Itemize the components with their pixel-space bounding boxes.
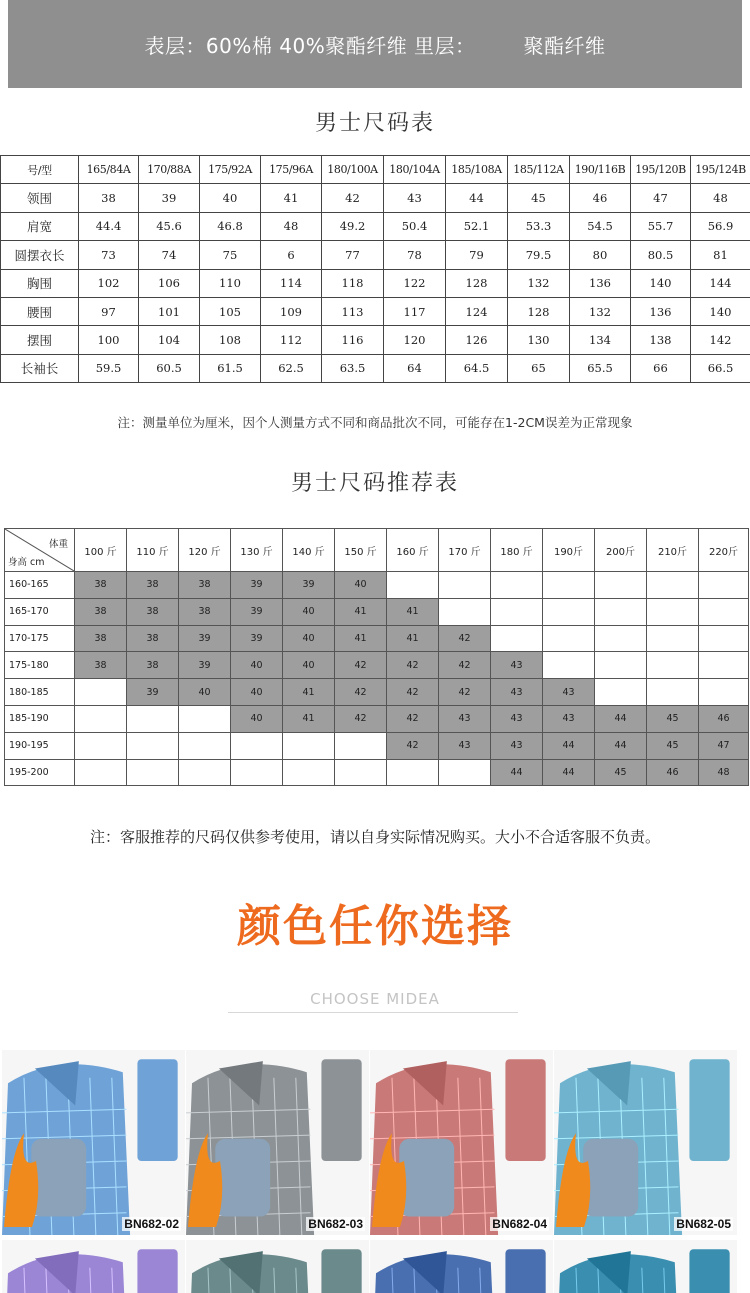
size-chart-column-header: 165/84A xyxy=(79,156,139,184)
empty-cell xyxy=(491,572,543,599)
subtitle-divider xyxy=(228,1012,518,1013)
height-row-label: 175-180 xyxy=(5,652,75,679)
size-chart-cell: 44 xyxy=(446,184,508,212)
size-chart-row-label: 摆围 xyxy=(1,326,79,354)
rec-chart-row xyxy=(5,572,749,599)
empty-cell xyxy=(127,759,179,786)
recommended-size-cell: 47 xyxy=(699,732,749,759)
recommended-size-cell: 38 xyxy=(127,572,179,599)
size-chart-cell: 81 xyxy=(691,241,750,269)
material-text: 表层：60%棉 40%聚酯纤维 里层： 聚酯纤维 xyxy=(144,33,606,58)
recommended-size-cell: 38 xyxy=(179,598,231,625)
size-chart-table xyxy=(0,155,750,383)
size-chart-cell: 126 xyxy=(446,326,508,354)
empty-cell xyxy=(75,705,127,732)
size-chart-cell: 136 xyxy=(570,269,631,297)
weight-column-header: 100 斤 xyxy=(75,529,127,572)
shirt-image xyxy=(186,1240,369,1293)
shirt-image xyxy=(554,1050,737,1235)
weight-column-header: 150 斤 xyxy=(335,529,387,572)
height-row-label: 170-175 xyxy=(5,625,75,652)
size-chart-row-label: 领围 xyxy=(1,184,79,212)
size-chart-column-header: 195/120B xyxy=(631,156,691,184)
recommended-size-cell: 38 xyxy=(127,598,179,625)
weight-column-header: 160 斤 xyxy=(387,529,439,572)
weight-column-header: 190斤 xyxy=(543,529,595,572)
size-chart-cell: 104 xyxy=(139,326,200,354)
height-axis-label: 身高 cm xyxy=(8,557,45,568)
empty-cell xyxy=(543,572,595,599)
shirt-image xyxy=(554,1240,737,1293)
size-chart-row xyxy=(1,212,750,240)
size-chart-cell: 105 xyxy=(200,297,261,325)
empty-cell xyxy=(75,732,127,759)
empty-cell xyxy=(595,625,647,652)
recommended-size-cell: 44 xyxy=(543,759,595,786)
product-code: BN682-05 xyxy=(676,1217,731,1231)
recommended-size-cell: 38 xyxy=(127,625,179,652)
recommended-size-cell: 41 xyxy=(387,625,439,652)
recommended-size-cell: 42 xyxy=(439,625,491,652)
size-chart-cell: 65 xyxy=(508,354,570,382)
empty-cell xyxy=(231,759,283,786)
rec-chart-row xyxy=(5,732,749,759)
rec-chart-row xyxy=(5,759,749,786)
recommended-size-cell: 44 xyxy=(543,732,595,759)
recommended-size-cell: 40 xyxy=(179,679,231,706)
shirt-image xyxy=(2,1050,185,1235)
weight-column-header: 210斤 xyxy=(647,529,699,572)
rec-chart-header-row xyxy=(5,529,749,572)
size-chart-cell: 77 xyxy=(322,241,384,269)
size-chart-cell: 117 xyxy=(384,297,446,325)
weight-column-header: 220斤 xyxy=(699,529,749,572)
size-chart-cell: 132 xyxy=(508,269,570,297)
size-chart-cell: 128 xyxy=(446,269,508,297)
size-chart-cell: 48 xyxy=(691,184,750,212)
recommended-size-cell: 41 xyxy=(283,705,335,732)
recommended-size-cell: 39 xyxy=(231,598,283,625)
empty-cell xyxy=(647,652,699,679)
empty-cell xyxy=(335,759,387,786)
recommended-size-cell: 42 xyxy=(387,732,439,759)
rec-chart-row xyxy=(5,598,749,625)
recommended-size-cell: 42 xyxy=(335,705,387,732)
size-chart-row xyxy=(1,354,750,382)
height-row-label: 185-190 xyxy=(5,705,75,732)
empty-cell xyxy=(387,572,439,599)
recommended-size-cell: 38 xyxy=(75,572,127,599)
size-chart-cell: 128 xyxy=(508,297,570,325)
size-chart-column-header: 185/108A xyxy=(446,156,508,184)
recommended-size-cell: 40 xyxy=(231,705,283,732)
recommended-size-cell: 45 xyxy=(647,732,699,759)
height-row-label: 190-195 xyxy=(5,732,75,759)
empty-cell xyxy=(127,732,179,759)
recommended-size-cell: 44 xyxy=(491,759,543,786)
empty-cell xyxy=(543,652,595,679)
empty-cell xyxy=(647,598,699,625)
recommended-size-cell: 43 xyxy=(439,732,491,759)
size-chart-cell: 97 xyxy=(79,297,139,325)
size-chart-note: 注：测量单位为厘米，因个人测量方式不同和商品批次不同，可能存在1-2CM误差为正常现象 xyxy=(117,415,633,430)
product-tile[interactable] xyxy=(554,1050,737,1235)
size-chart-column-header: 175/92A xyxy=(200,156,261,184)
recommended-size-cell: 42 xyxy=(387,652,439,679)
size-chart-cell: 138 xyxy=(631,326,691,354)
recommended-size-cell: 41 xyxy=(335,625,387,652)
color-section-subtitle: CHOOSE MIDEA xyxy=(310,990,440,1008)
size-chart-corner: 号/型 xyxy=(1,156,79,184)
empty-cell xyxy=(75,759,127,786)
size-chart-cell: 38 xyxy=(79,184,139,212)
rec-chart-row xyxy=(5,705,749,732)
rec-chart-row xyxy=(5,652,749,679)
size-chart-cell: 108 xyxy=(200,326,261,354)
size-chart-header-row xyxy=(1,156,750,184)
size-chart-column-header: 180/104A xyxy=(384,156,446,184)
recommended-size-cell: 39 xyxy=(283,572,335,599)
size-chart-cell: 79 xyxy=(446,241,508,269)
weight-column-header: 170 斤 xyxy=(439,529,491,572)
recommended-size-cell: 42 xyxy=(387,679,439,706)
size-chart-row-label: 胸围 xyxy=(1,269,79,297)
recommended-size-cell: 45 xyxy=(647,705,699,732)
product-tile[interactable] xyxy=(186,1240,369,1293)
size-chart-cell: 62.5 xyxy=(261,354,322,382)
recommended-size-cell: 43 xyxy=(491,705,543,732)
height-row-label: 160-165 xyxy=(5,572,75,599)
empty-cell xyxy=(699,652,749,679)
material-banner xyxy=(8,0,742,88)
recommended-size-cell: 40 xyxy=(283,598,335,625)
size-chart-cell: 134 xyxy=(570,326,631,354)
size-chart-cell: 113 xyxy=(322,297,384,325)
shirt-image xyxy=(370,1050,553,1235)
size-chart-cell: 48 xyxy=(261,212,322,240)
color-section-title: 颜色任你选择 xyxy=(237,901,513,952)
rec-chart-note: 注：客服推荐的尺码仅供参考使用，请以自身实际情况购买。大小不合适客服不负责。 xyxy=(89,828,660,846)
weight-column-header: 200斤 xyxy=(595,529,647,572)
rec-chart-title: 男士尺码推荐表 xyxy=(290,471,459,496)
size-chart-cell: 46 xyxy=(570,184,631,212)
recommended-size-cell: 40 xyxy=(283,652,335,679)
empty-cell xyxy=(543,625,595,652)
size-chart-cell: 60.5 xyxy=(139,354,200,382)
size-chart-cell: 39 xyxy=(139,184,200,212)
size-chart-cell: 61.5 xyxy=(200,354,261,382)
size-chart-cell: 45 xyxy=(508,184,570,212)
size-chart-cell: 132 xyxy=(570,297,631,325)
size-chart-cell: 136 xyxy=(631,297,691,325)
recommended-size-cell: 43 xyxy=(491,679,543,706)
empty-cell xyxy=(699,598,749,625)
empty-cell xyxy=(439,572,491,599)
shirt-image xyxy=(2,1240,185,1293)
size-chart-cell: 59.5 xyxy=(79,354,139,382)
height-row-label: 195-200 xyxy=(5,759,75,786)
size-chart-cell: 55.7 xyxy=(631,212,691,240)
empty-cell xyxy=(387,759,439,786)
size-chart-column-header: 180/100A xyxy=(322,156,384,184)
recommended-size-cell: 43 xyxy=(543,705,595,732)
empty-cell xyxy=(647,679,699,706)
size-chart-row xyxy=(1,241,750,269)
size-chart-cell: 80 xyxy=(570,241,631,269)
recommended-size-cell: 39 xyxy=(179,652,231,679)
size-chart-cell: 101 xyxy=(139,297,200,325)
empty-cell xyxy=(699,572,749,599)
product-code: BN682-02 xyxy=(124,1217,179,1231)
size-chart-cell: 140 xyxy=(631,269,691,297)
size-chart-column-header: 175/96A xyxy=(261,156,322,184)
recommended-size-cell: 44 xyxy=(595,705,647,732)
weight-column-header: 110 斤 xyxy=(127,529,179,572)
size-chart-cell: 65.5 xyxy=(570,354,631,382)
recommended-size-cell: 48 xyxy=(699,759,749,786)
size-chart-cell: 66 xyxy=(631,354,691,382)
product-code: BN682-03 xyxy=(308,1217,363,1231)
recommended-size-cell: 42 xyxy=(439,652,491,679)
size-chart-cell: 102 xyxy=(79,269,139,297)
size-chart-cell: 79.5 xyxy=(508,241,570,269)
size-chart-cell: 49.2 xyxy=(322,212,384,240)
weight-column-header: 140 斤 xyxy=(283,529,335,572)
size-chart-cell: 6 xyxy=(261,241,322,269)
recommended-size-cell: 39 xyxy=(179,625,231,652)
product-tile[interactable] xyxy=(2,1050,185,1235)
recommended-size-cell: 38 xyxy=(75,598,127,625)
size-chart-cell: 120 xyxy=(384,326,446,354)
recommended-size-cell: 40 xyxy=(231,679,283,706)
size-chart-row-label: 长袖长 xyxy=(1,354,79,382)
size-chart-cell: 122 xyxy=(384,269,446,297)
size-chart-cell: 64 xyxy=(384,354,446,382)
empty-cell xyxy=(179,732,231,759)
empty-cell xyxy=(335,732,387,759)
size-chart-cell: 114 xyxy=(261,269,322,297)
recommended-size-cell: 38 xyxy=(127,652,179,679)
height-row-label: 165-170 xyxy=(5,598,75,625)
size-chart-row xyxy=(1,326,750,354)
size-chart-row-label: 圆摆衣长 xyxy=(1,241,79,269)
size-chart-cell: 53.3 xyxy=(508,212,570,240)
size-chart-cell: 112 xyxy=(261,326,322,354)
weight-axis-label: 体重 xyxy=(48,539,68,550)
size-chart-cell: 66.5 xyxy=(691,354,750,382)
shirt-image xyxy=(370,1240,553,1293)
product-tile[interactable] xyxy=(554,1240,737,1293)
recommended-size-cell: 43 xyxy=(543,679,595,706)
recommended-size-cell: 38 xyxy=(179,572,231,599)
size-chart-row-label: 肩宽 xyxy=(1,212,79,240)
size-chart-cell: 41 xyxy=(261,184,322,212)
size-chart-cell: 74 xyxy=(139,241,200,269)
recommended-size-cell: 38 xyxy=(75,652,127,679)
height-row-label: 180-185 xyxy=(5,679,75,706)
size-chart-cell: 56.9 xyxy=(691,212,750,240)
size-chart-cell: 118 xyxy=(322,269,384,297)
size-chart-cell: 52.1 xyxy=(446,212,508,240)
product-tile[interactable] xyxy=(2,1240,185,1293)
recommended-size-cell: 43 xyxy=(491,732,543,759)
weight-column-header: 130 斤 xyxy=(231,529,283,572)
size-chart-cell: 80.5 xyxy=(631,241,691,269)
recommended-size-cell: 43 xyxy=(439,705,491,732)
recommended-size-cell: 40 xyxy=(231,652,283,679)
recommended-size-cell: 45 xyxy=(595,759,647,786)
size-chart-cell: 63.5 xyxy=(322,354,384,382)
empty-cell xyxy=(439,759,491,786)
size-chart-cell: 110 xyxy=(200,269,261,297)
empty-cell xyxy=(595,679,647,706)
size-chart-cell: 100 xyxy=(79,326,139,354)
weight-column-header: 120 斤 xyxy=(179,529,231,572)
size-chart-row-label: 腰围 xyxy=(1,297,79,325)
size-chart-cell: 64.5 xyxy=(446,354,508,382)
empty-cell xyxy=(179,705,231,732)
size-chart-cell: 144 xyxy=(691,269,750,297)
size-chart-cell: 50.4 xyxy=(384,212,446,240)
size-chart-cell: 73 xyxy=(79,241,139,269)
empty-cell xyxy=(595,598,647,625)
recommended-size-cell: 42 xyxy=(335,679,387,706)
product-tile[interactable] xyxy=(370,1240,553,1293)
empty-cell xyxy=(283,759,335,786)
empty-cell xyxy=(231,732,283,759)
recommended-size-cell: 42 xyxy=(335,652,387,679)
recommended-size-cell: 44 xyxy=(595,732,647,759)
size-chart-cell: 42 xyxy=(322,184,384,212)
size-chart-column-header: 185/112A xyxy=(508,156,570,184)
empty-cell xyxy=(543,598,595,625)
size-chart-column-header: 195/124B xyxy=(691,156,750,184)
size-chart-cell: 109 xyxy=(261,297,322,325)
recommended-size-cell: 42 xyxy=(439,679,491,706)
size-chart-cell: 75 xyxy=(200,241,261,269)
size-chart-cell: 45.6 xyxy=(139,212,200,240)
rec-chart-row xyxy=(5,679,749,706)
recommended-size-cell: 39 xyxy=(127,679,179,706)
weight-column-header: 180 斤 xyxy=(491,529,543,572)
empty-cell xyxy=(595,572,647,599)
recommended-size-cell: 40 xyxy=(335,572,387,599)
shirt-image xyxy=(186,1050,369,1235)
rec-chart-corner xyxy=(5,529,75,572)
empty-cell xyxy=(283,732,335,759)
size-chart-cell: 106 xyxy=(139,269,200,297)
size-chart-column-header: 170/88A xyxy=(139,156,200,184)
recommended-size-cell: 38 xyxy=(75,625,127,652)
size-chart-cell: 124 xyxy=(446,297,508,325)
recommended-size-cell: 41 xyxy=(283,679,335,706)
size-chart-cell: 78 xyxy=(384,241,446,269)
rec-chart-row xyxy=(5,625,749,652)
recommended-size-cell: 41 xyxy=(335,598,387,625)
product-gallery xyxy=(0,1050,750,1293)
size-chart-cell: 130 xyxy=(508,326,570,354)
size-chart-cell: 44.4 xyxy=(79,212,139,240)
size-chart-cell: 142 xyxy=(691,326,750,354)
recommended-size-cell: 41 xyxy=(387,598,439,625)
size-chart-cell: 54.5 xyxy=(570,212,631,240)
size-chart-column-header: 190/116B xyxy=(570,156,631,184)
empty-cell xyxy=(699,679,749,706)
size-chart-row xyxy=(1,269,750,297)
rec-chart-table xyxy=(4,528,749,786)
empty-cell xyxy=(595,652,647,679)
size-chart-row xyxy=(1,297,750,325)
recommended-size-cell: 43 xyxy=(491,652,543,679)
empty-cell xyxy=(647,572,699,599)
empty-cell xyxy=(127,705,179,732)
recommended-size-cell: 39 xyxy=(231,572,283,599)
size-chart-title: 男士尺码表 xyxy=(314,111,435,136)
recommended-size-cell: 42 xyxy=(387,705,439,732)
size-chart-cell: 46.8 xyxy=(200,212,261,240)
size-chart-cell: 140 xyxy=(691,297,750,325)
empty-cell xyxy=(75,679,127,706)
empty-cell xyxy=(491,625,543,652)
product-code: BN682-04 xyxy=(492,1217,547,1231)
recommended-size-cell: 46 xyxy=(699,705,749,732)
size-chart-cell: 47 xyxy=(631,184,691,212)
size-chart-cell: 40 xyxy=(200,184,261,212)
size-chart-cell: 43 xyxy=(384,184,446,212)
empty-cell xyxy=(491,598,543,625)
size-chart-row xyxy=(1,184,750,212)
product-tile[interactable] xyxy=(186,1050,369,1235)
product-tile[interactable] xyxy=(370,1050,553,1235)
recommended-size-cell: 39 xyxy=(231,625,283,652)
empty-cell xyxy=(699,625,749,652)
empty-cell xyxy=(647,625,699,652)
recommended-size-cell: 40 xyxy=(283,625,335,652)
recommended-size-cell: 46 xyxy=(647,759,699,786)
empty-cell xyxy=(439,598,491,625)
empty-cell xyxy=(179,759,231,786)
size-chart-cell: 116 xyxy=(322,326,384,354)
